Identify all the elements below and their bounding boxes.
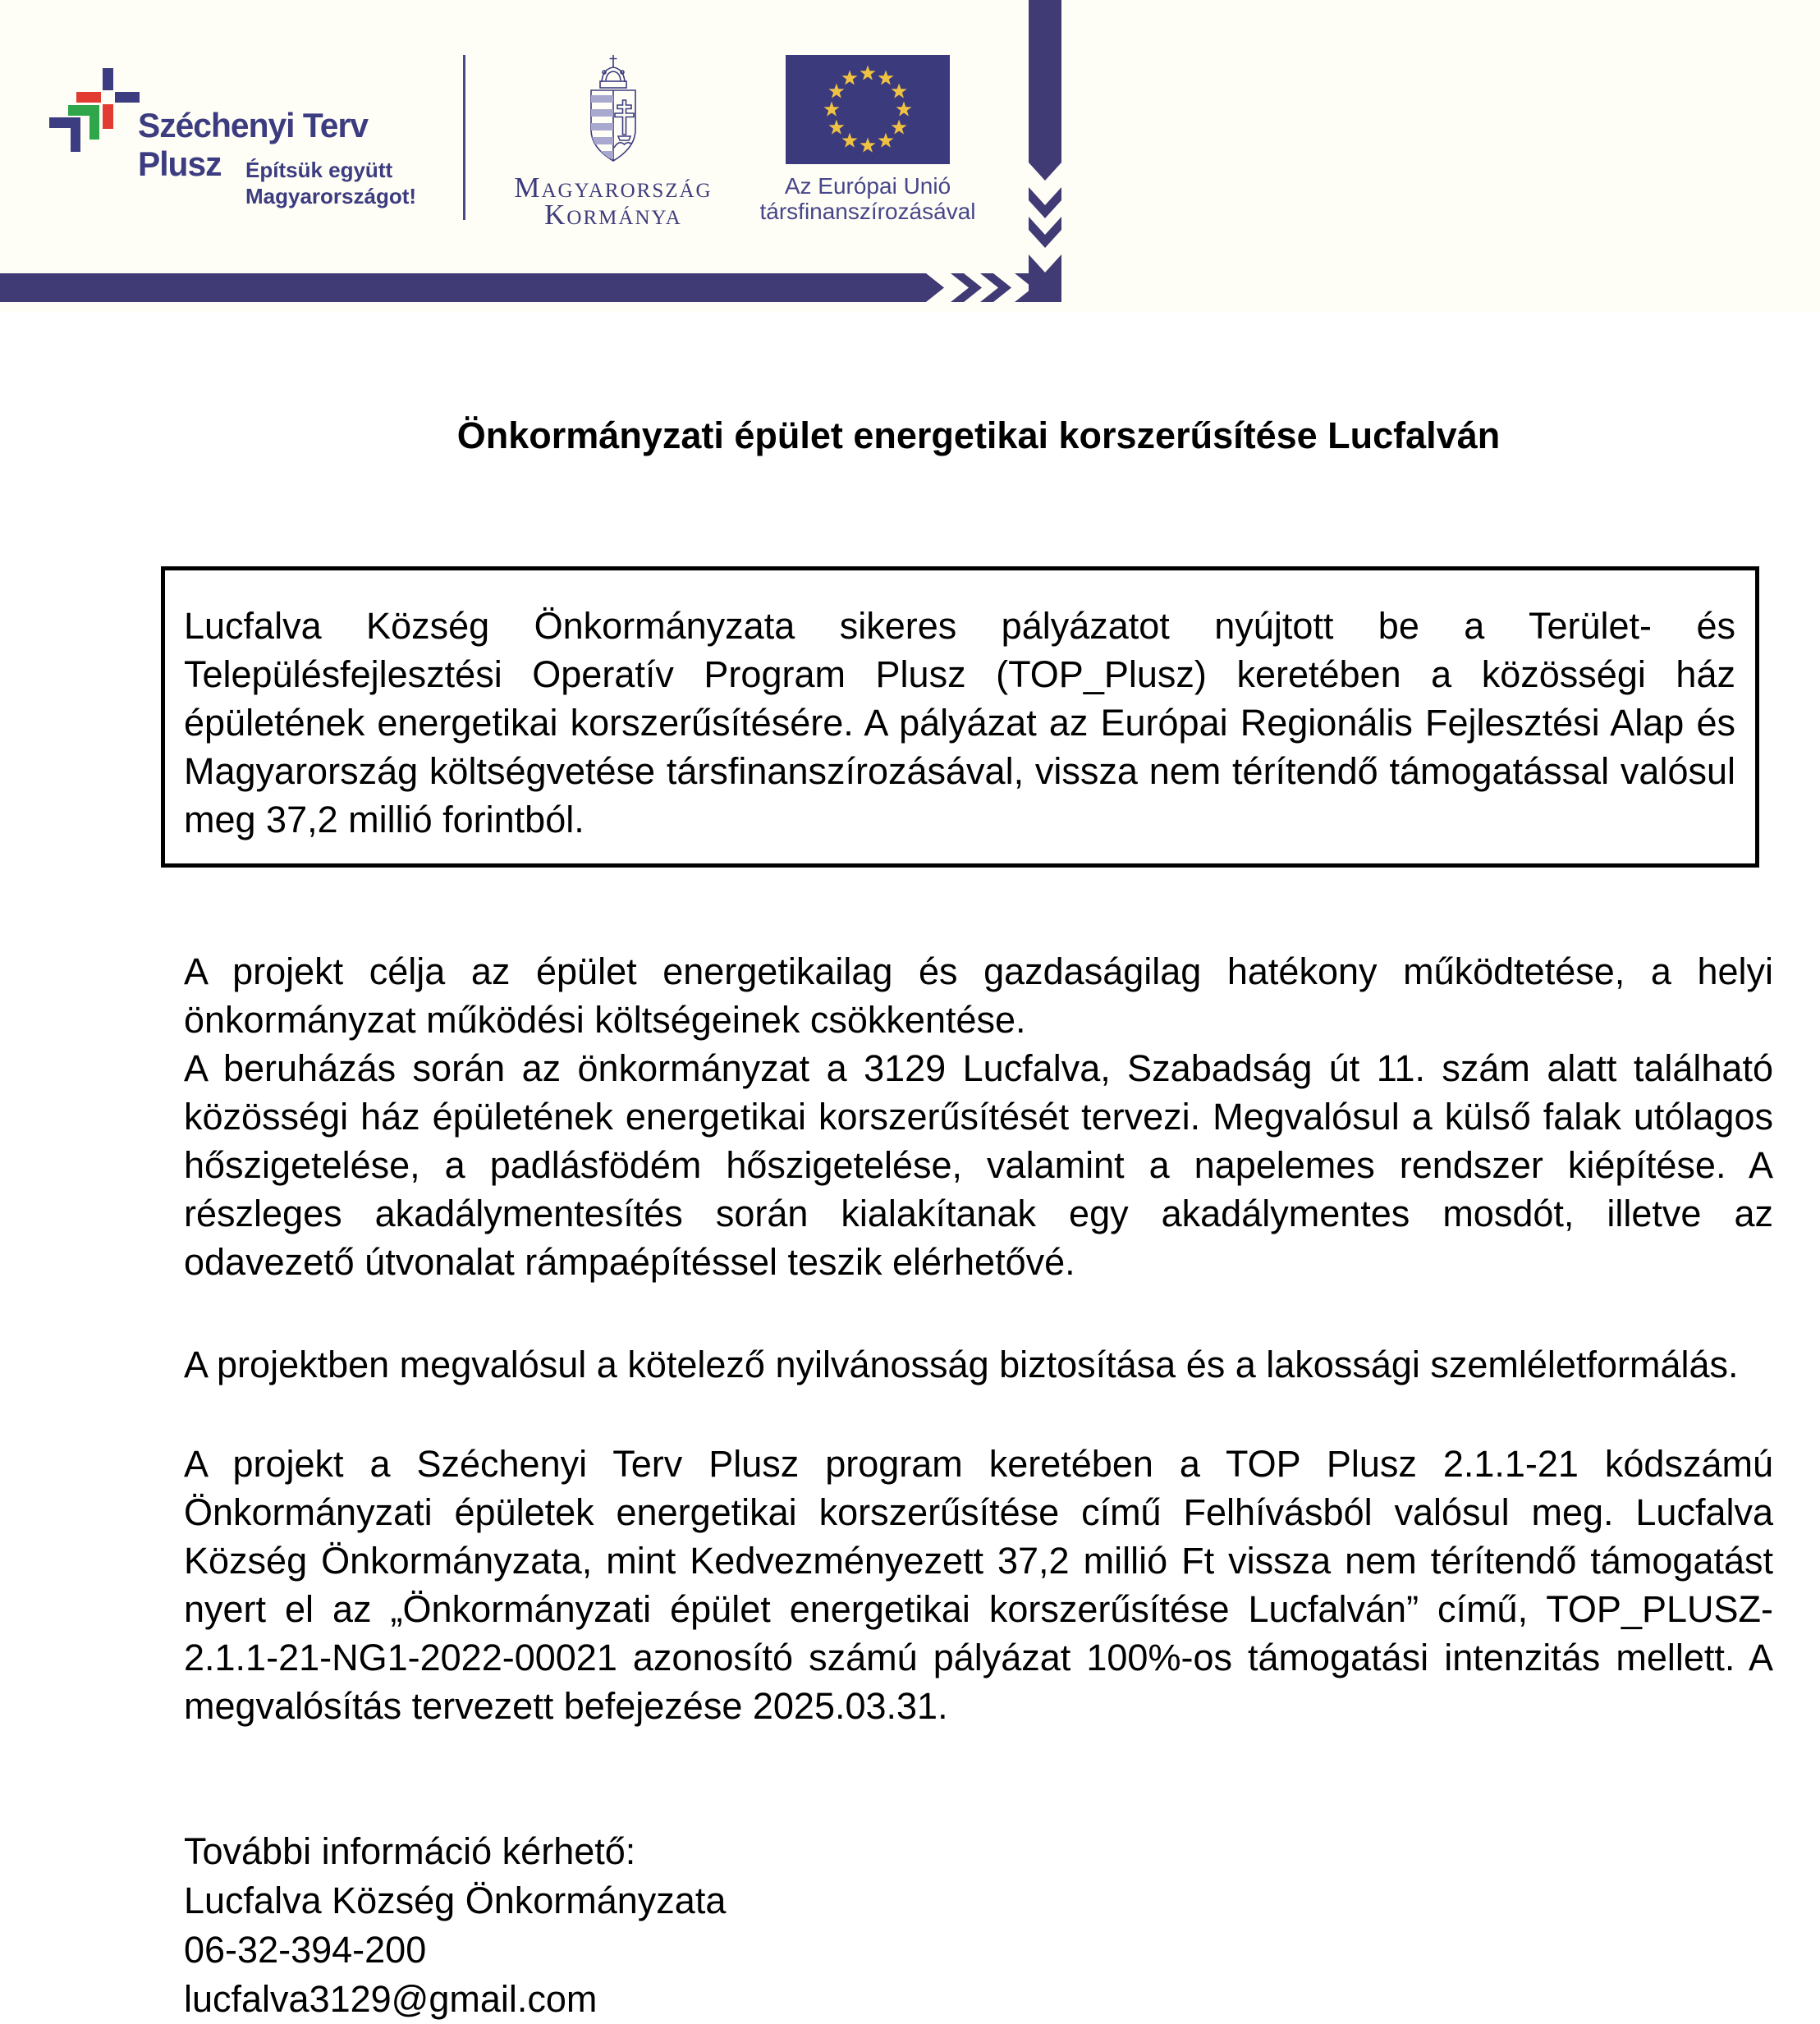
paragraph-investment-details: A beruházás során az önkormányzat a 3129 Lucfalva, Szabadság út 11. szám alatt található közösségi ház épületének energetikai korszerűsítését tervezi. Megvalósul a külső falak utólagos hőszigetelése, a padlásfödém hőszigetelése, valamint a napelemes rendszer kiépítése. A részleges akadálymentesítés során kialakítanak egy akadálymentes mosdót, illetve az odavezető útvonalat rámpaépítéssel teszik elérhetővé. xyxy=(184,1047,1773,1283)
page-title: Önkormányzati épület energetikai korszerűsítése Lucfalván xyxy=(456,414,1501,456)
government-name-line1: Magyarország xyxy=(514,172,713,204)
paragraph-program-details: A projekt a Széchenyi Terv Plusz program keretében a TOP Plusz 2.1.1-21 kódszámú Önkormányzati épületek energetikai korszerűsítése című Felhívásból valósul meg. Lucfalva Község Önkormányzata, mint Kedvezményezett 37,2 millió Ft vissza nem térítendő támogatást nyert el az „Önkormányzati épület energetikai korszerűsítése Lucfalván” című, TOP_PLUSZ-2.1.1-21-NG1-2022-00021 azonosító számú pályázat 100%-os támogatási intenzitás mellett. A megvalósítás tervezett befejezése 2025.03.31. xyxy=(184,1443,1773,1727)
szechenyi-tagline-line2: Magyarországot! xyxy=(245,184,417,208)
government-name-line2: Kormánya xyxy=(544,199,682,231)
contact-block xyxy=(184,1827,1773,2024)
eu-caption-line1: Az Európai Unió xyxy=(784,173,951,199)
summary-box xyxy=(161,566,1759,868)
document-content xyxy=(184,0,1773,2024)
contact-email: lucfalva3129@gmail.com xyxy=(184,1978,598,2020)
contact-phone: 06-32-394-200 xyxy=(184,1929,427,1971)
summary-box-paragraph: Lucfalva Község Önkormányzata sikeres pályázatot nyújtott be a Terület- és Településfejlesztési Operatív Program Plusz (TOP_Plusz) keretében a közösségi ház épületének energetikai korszerűsítésére. A pályázat az Európai Regionális Fejlesztési Alap és Magyarország költségvetése társfinanszírozásával, vissza nem térítendő támogatással valósul meg 37,2 millió forintból. xyxy=(184,605,1735,840)
eu-caption-line2: társfinanszírozásával xyxy=(759,199,976,224)
contact-heading: További információ kérhető: xyxy=(184,1830,636,1872)
szechenyi-cross-icon xyxy=(49,68,140,152)
szechenyi-logo-subtitle: Plusz xyxy=(138,144,222,183)
szechenyi-tagline-line1: Építsük együtt xyxy=(245,158,393,182)
szechenyi-logo-title: Széchenyi Terv xyxy=(138,106,369,144)
contact-organization: Lucfalva Község Önkormányzata xyxy=(184,1880,727,1921)
paragraph-publicity: A projektben megvalósul a kötelező nyilvánosság biztosítása és a lakossági szemléletformálás. xyxy=(184,1344,1739,1385)
paragraph-project-goal: A projekt célja az épület energetikailag és gazdaságilag hatékony működtetése, a helyi önkormányzat működési költségeinek csökkentése. xyxy=(184,950,1773,1041)
